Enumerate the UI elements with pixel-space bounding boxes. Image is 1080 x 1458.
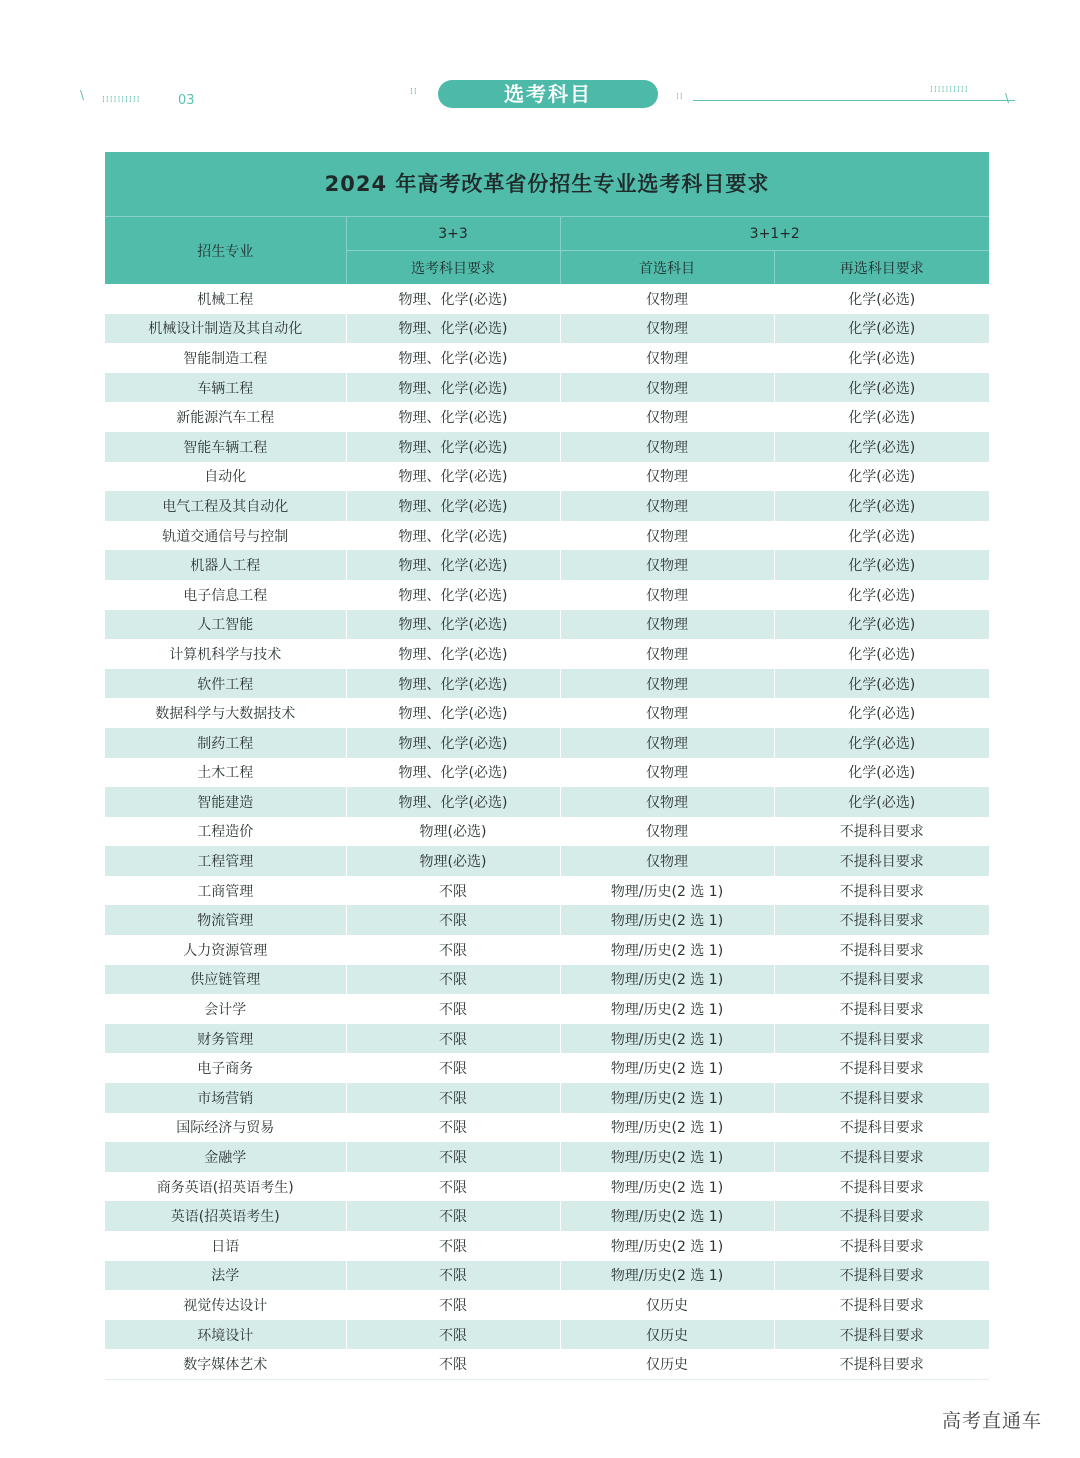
- cell-second-requirement: 不提科目要求: [774, 1349, 989, 1379]
- table-row: [105, 402, 989, 432]
- watermark: 高考直通车: [942, 1410, 1043, 1432]
- cell-req-3-3: 不限: [346, 1142, 560, 1172]
- cell-major: 轨道交通信号与控制: [105, 521, 346, 551]
- cell-second-requirement: 化学(必选): [774, 521, 989, 551]
- cell-second-requirement: 化学(必选): [774, 432, 989, 462]
- table-row: [105, 432, 989, 462]
- cell-req-3-3: 物理、化学(必选): [346, 491, 560, 521]
- table-row: [105, 935, 989, 965]
- table-row: [105, 698, 989, 728]
- table-row: [105, 817, 989, 847]
- cell-req-3-3: 不限: [346, 1261, 560, 1291]
- cell-req-3-3: 物理、化学(必选): [346, 550, 560, 580]
- cell-major: 日语: [105, 1231, 346, 1261]
- cell-major: 工程造价: [105, 817, 346, 847]
- cell-second-requirement: 不提科目要求: [774, 817, 989, 847]
- table-row: [105, 580, 989, 610]
- cell-req-3-3: 不限: [346, 1053, 560, 1083]
- cell-major: 市场营销: [105, 1083, 346, 1113]
- cell-major: 电气工程及其自动化: [105, 491, 346, 521]
- table-title: 2024 年高考改革省份招生专业选考科目要求: [105, 152, 989, 216]
- cell-req-3-3: 物理、化学(必选): [346, 698, 560, 728]
- cell-second-requirement: 不提科目要求: [774, 1024, 989, 1054]
- cell-second-requirement: 化学(必选): [774, 580, 989, 610]
- section-title: 选考科目: [438, 80, 658, 108]
- cell-first-subject: 仅物理: [560, 669, 774, 699]
- cell-second-requirement: 不提科目要求: [774, 1231, 989, 1261]
- cell-second-requirement: 化学(必选): [774, 491, 989, 521]
- cell-second-requirement: 化学(必选): [774, 639, 989, 669]
- table-row: [105, 1142, 989, 1172]
- header-group-3-1-2: 3+1+2: [560, 217, 989, 251]
- cell-major: 制药工程: [105, 728, 346, 758]
- decor-slash: \: [80, 88, 85, 102]
- cell-first-subject: 物理/历史(2 选 1): [560, 1053, 774, 1083]
- table-row: [105, 1320, 989, 1350]
- cell-req-3-3: 不限: [346, 994, 560, 1024]
- cell-major: 智能制造工程: [105, 343, 346, 373]
- table-row: [105, 1024, 989, 1054]
- cell-second-requirement: 化学(必选): [774, 284, 989, 314]
- cell-second-requirement: 化学(必选): [774, 728, 989, 758]
- cell-major: 国际经济与贸易: [105, 1113, 346, 1143]
- table-row: [105, 284, 989, 314]
- requirements-table: [105, 216, 989, 1379]
- cell-first-subject: 仅物理: [560, 698, 774, 728]
- cell-major: 英语(招英语考生): [105, 1201, 346, 1231]
- decor-dots: ⁞⁞: [676, 92, 684, 102]
- cell-major: 自动化: [105, 462, 346, 492]
- cell-req-3-3: 不限: [346, 1113, 560, 1143]
- cell-req-3-3: 物理、化学(必选): [346, 284, 560, 314]
- cell-req-3-3: 物理、化学(必选): [346, 787, 560, 817]
- cell-first-subject: 物理/历史(2 选 1): [560, 1261, 774, 1291]
- table-row: [105, 846, 989, 876]
- cell-first-subject: 仅历史: [560, 1290, 774, 1320]
- header-major: 招生专业: [105, 217, 346, 285]
- table-row: [105, 521, 989, 551]
- cell-second-requirement: 不提科目要求: [774, 1290, 989, 1320]
- cell-first-subject: 仅物理: [560, 521, 774, 551]
- decor-dots: ⁞⁞⁞⁞⁞⁞⁞⁞⁞⁞: [102, 95, 141, 105]
- cell-first-subject: 仅物理: [560, 728, 774, 758]
- cell-second-requirement: 化学(必选): [774, 758, 989, 788]
- cell-major: 电子商务: [105, 1053, 346, 1083]
- table-row: [105, 669, 989, 699]
- table-row: [105, 1083, 989, 1113]
- cell-first-subject: 物理/历史(2 选 1): [560, 1172, 774, 1202]
- cell-major: 软件工程: [105, 669, 346, 699]
- cell-first-subject: 仅历史: [560, 1349, 774, 1379]
- cell-major: 土木工程: [105, 758, 346, 788]
- requirements-table-container: [105, 152, 989, 1380]
- table-row: [105, 373, 989, 403]
- table-row: [105, 491, 989, 521]
- cell-second-requirement: 化学(必选): [774, 402, 989, 432]
- cell-req-3-3: 不限: [346, 1201, 560, 1231]
- cell-second-requirement: 化学(必选): [774, 314, 989, 344]
- cell-first-subject: 仅物理: [560, 758, 774, 788]
- cell-first-subject: 仅物理: [560, 846, 774, 876]
- cell-req-3-3: 不限: [346, 1320, 560, 1350]
- cell-req-3-3: 物理、化学(必选): [346, 402, 560, 432]
- cell-second-requirement: 不提科目要求: [774, 1261, 989, 1291]
- cell-req-3-3: 物理、化学(必选): [346, 758, 560, 788]
- cell-second-requirement: 化学(必选): [774, 343, 989, 373]
- cell-first-subject: 物理/历史(2 选 1): [560, 1201, 774, 1231]
- cell-second-requirement: 不提科目要求: [774, 965, 989, 995]
- table-row: [105, 965, 989, 995]
- decor-slash: \: [1005, 91, 1010, 105]
- cell-req-3-3: 物理、化学(必选): [346, 343, 560, 373]
- cell-major: 环境设计: [105, 1320, 346, 1350]
- cell-second-requirement: 不提科目要求: [774, 1172, 989, 1202]
- cell-req-3-3: 物理、化学(必选): [346, 462, 560, 492]
- table-row: [105, 1053, 989, 1083]
- cell-req-3-3: 物理、化学(必选): [346, 610, 560, 640]
- cell-first-subject: 物理/历史(2 选 1): [560, 965, 774, 995]
- cell-req-3-3: 物理、化学(必选): [346, 314, 560, 344]
- cell-second-requirement: 不提科目要求: [774, 1201, 989, 1231]
- table-row: [105, 462, 989, 492]
- table-row: [105, 787, 989, 817]
- cell-req-3-3: 不限: [346, 965, 560, 995]
- cell-second-requirement: 不提科目要求: [774, 1083, 989, 1113]
- cell-second-requirement: 化学(必选): [774, 550, 989, 580]
- table-row: [105, 610, 989, 640]
- cell-second-requirement: 化学(必选): [774, 669, 989, 699]
- header-group-3-3: 3+3: [346, 217, 560, 251]
- header-first-subject: 首选科目: [560, 251, 774, 285]
- cell-major: 工程管理: [105, 846, 346, 876]
- table-row: [105, 758, 989, 788]
- cell-second-requirement: 不提科目要求: [774, 1320, 989, 1350]
- cell-req-3-3: 不限: [346, 1290, 560, 1320]
- cell-major: 商务英语(招英语考生): [105, 1172, 346, 1202]
- cell-major: 机械工程: [105, 284, 346, 314]
- cell-major: 人工智能: [105, 610, 346, 640]
- cell-second-requirement: 化学(必选): [774, 462, 989, 492]
- cell-req-3-3: 不限: [346, 1172, 560, 1202]
- table-row: [105, 1113, 989, 1143]
- cell-major: 人力资源管理: [105, 935, 346, 965]
- cell-first-subject: 仅物理: [560, 343, 774, 373]
- cell-first-subject: 仅历史: [560, 1320, 774, 1350]
- cell-major: 计算机科学与技术: [105, 639, 346, 669]
- cell-second-requirement: 不提科目要求: [774, 994, 989, 1024]
- cell-req-3-3: 物理、化学(必选): [346, 373, 560, 403]
- cell-first-subject: 物理/历史(2 选 1): [560, 1083, 774, 1113]
- cell-second-requirement: 化学(必选): [774, 610, 989, 640]
- header-3-3-requirement: 选考科目要求: [346, 251, 560, 285]
- table-row: [105, 876, 989, 906]
- cell-second-requirement: 不提科目要求: [774, 905, 989, 935]
- table-row: [105, 1172, 989, 1202]
- cell-second-requirement: 化学(必选): [774, 698, 989, 728]
- cell-first-subject: 仅物理: [560, 402, 774, 432]
- cell-req-3-3: 不限: [346, 876, 560, 906]
- decor-dots: ⁞⁞: [410, 87, 418, 97]
- cell-req-3-3: 不限: [346, 1231, 560, 1261]
- cell-req-3-3: 物理、化学(必选): [346, 580, 560, 610]
- page-number: 03: [178, 93, 195, 108]
- table-body: [105, 284, 989, 1379]
- cell-req-3-3: 物理(必选): [346, 846, 560, 876]
- header-rule: [693, 100, 1015, 101]
- cell-major: 机器人工程: [105, 550, 346, 580]
- cell-major: 智能建造: [105, 787, 346, 817]
- cell-req-3-3: 物理(必选): [346, 817, 560, 847]
- decor-dots: ⁞⁞⁞⁞⁞⁞⁞⁞⁞⁞: [930, 85, 969, 95]
- cell-first-subject: 仅物理: [560, 314, 774, 344]
- cell-first-subject: 仅物理: [560, 284, 774, 314]
- cell-first-subject: 物理/历史(2 选 1): [560, 994, 774, 1024]
- cell-req-3-3: 不限: [346, 905, 560, 935]
- cell-first-subject: 仅物理: [560, 373, 774, 403]
- cell-major: 数字媒体艺术: [105, 1349, 346, 1379]
- cell-first-subject: 物理/历史(2 选 1): [560, 1113, 774, 1143]
- cell-first-subject: 物理/历史(2 选 1): [560, 1024, 774, 1054]
- table-row: [105, 1231, 989, 1261]
- cell-major: 金融学: [105, 1142, 346, 1172]
- cell-major: 视觉传达设计: [105, 1290, 346, 1320]
- cell-major: 法学: [105, 1261, 346, 1291]
- cell-first-subject: 仅物理: [560, 639, 774, 669]
- cell-first-subject: 仅物理: [560, 787, 774, 817]
- cell-first-subject: 仅物理: [560, 580, 774, 610]
- cell-first-subject: 仅物理: [560, 610, 774, 640]
- cell-first-subject: 物理/历史(2 选 1): [560, 1142, 774, 1172]
- cell-req-3-3: 物理、化学(必选): [346, 728, 560, 758]
- table-row: [105, 905, 989, 935]
- cell-second-requirement: 不提科目要求: [774, 1113, 989, 1143]
- cell-second-requirement: 不提科目要求: [774, 1053, 989, 1083]
- cell-req-3-3: 物理、化学(必选): [346, 432, 560, 462]
- cell-req-3-3: 物理、化学(必选): [346, 669, 560, 699]
- cell-first-subject: 仅物理: [560, 817, 774, 847]
- cell-first-subject: 物理/历史(2 选 1): [560, 1231, 774, 1261]
- cell-req-3-3: 不限: [346, 1349, 560, 1379]
- cell-major: 智能车辆工程: [105, 432, 346, 462]
- table-row: [105, 1261, 989, 1291]
- table-row: [105, 1201, 989, 1231]
- page-header: [0, 0, 1080, 130]
- table-row: [105, 994, 989, 1024]
- table-row: [105, 550, 989, 580]
- table-row: [105, 314, 989, 344]
- cell-major: 机械设计制造及其自动化: [105, 314, 346, 344]
- cell-major: 工商管理: [105, 876, 346, 906]
- cell-req-3-3: 物理、化学(必选): [346, 639, 560, 669]
- cell-req-3-3: 不限: [346, 1083, 560, 1113]
- cell-second-requirement: 化学(必选): [774, 787, 989, 817]
- cell-first-subject: 仅物理: [560, 432, 774, 462]
- cell-first-subject: 仅物理: [560, 550, 774, 580]
- cell-first-subject: 物理/历史(2 选 1): [560, 935, 774, 965]
- header-second-requirement: 再选科目要求: [774, 251, 989, 285]
- cell-major: 财务管理: [105, 1024, 346, 1054]
- cell-second-requirement: 不提科目要求: [774, 846, 989, 876]
- table-bottom-rule: [105, 1379, 989, 1380]
- cell-req-3-3: 不限: [346, 935, 560, 965]
- cell-first-subject: 物理/历史(2 选 1): [560, 905, 774, 935]
- table-row: [105, 1290, 989, 1320]
- cell-major: 数据科学与大数据技术: [105, 698, 346, 728]
- cell-second-requirement: 不提科目要求: [774, 1142, 989, 1172]
- cell-major: 供应链管理: [105, 965, 346, 995]
- table-row: [105, 639, 989, 669]
- table-row: [105, 728, 989, 758]
- cell-major: 电子信息工程: [105, 580, 346, 610]
- cell-first-subject: 物理/历史(2 选 1): [560, 876, 774, 906]
- table-row: [105, 343, 989, 373]
- cell-major: 物流管理: [105, 905, 346, 935]
- cell-first-subject: 仅物理: [560, 462, 774, 492]
- cell-major: 新能源汽车工程: [105, 402, 346, 432]
- cell-second-requirement: 不提科目要求: [774, 935, 989, 965]
- cell-second-requirement: 不提科目要求: [774, 876, 989, 906]
- cell-second-requirement: 化学(必选): [774, 373, 989, 403]
- cell-first-subject: 仅物理: [560, 491, 774, 521]
- cell-major: 车辆工程: [105, 373, 346, 403]
- table-row: [105, 1349, 989, 1379]
- cell-major: 会计学: [105, 994, 346, 1024]
- cell-req-3-3: 不限: [346, 1024, 560, 1054]
- cell-req-3-3: 物理、化学(必选): [346, 521, 560, 551]
